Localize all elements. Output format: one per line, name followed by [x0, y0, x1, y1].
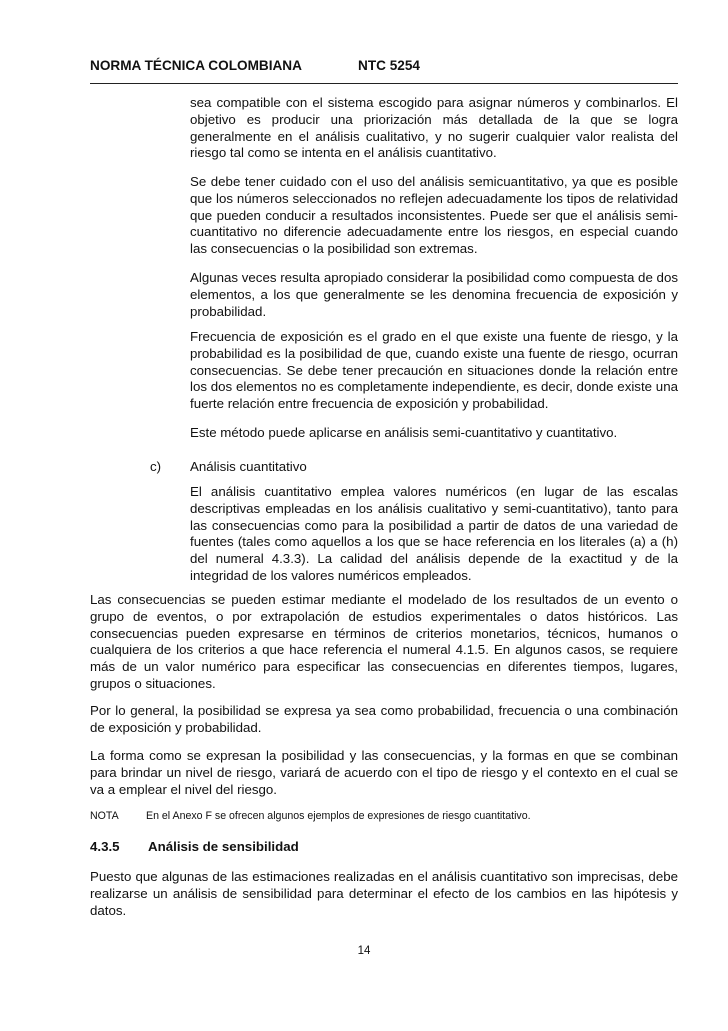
list-label-c: c): [150, 459, 162, 474]
paragraph-exposure-frequency: Frecuencia de exposición es el grado en el que existe una fuente de riesgo, y la probabilidad es la posibilidad de que, cuando existe una fuente de riesgo, ocurran consecuencias. Se debe tener precaución en situaciones donde la relación entre los dos elementos no es completamente independiente, es decir, donde existe una fuerte relación entre frecuencia de exposición y probabilidad.: [190, 329, 678, 412]
note-text: En el Anexo F se ofrecen algunos ejemplos de expresiones de riesgo cuantitativo.: [146, 810, 531, 822]
page-number: 14: [357, 945, 371, 957]
note: [90, 810, 678, 822]
paragraph-risk-level-combination: La forma como se expresan la posibilidad y las consecuencias, y la formas en que se combinan para brindar un nivel de riesgo, variará de acuerdo con el tipo de riesgo y el contexto en el cual se va a emplear el nivel del riesgo.: [90, 748, 678, 797]
paragraph-sensitivity-analysis: Puesto que algunas de las estimaciones realizadas en el análisis cuantitativo son imprecisas, debe realizarse un análisis de sensibilidad para determinar el efecto de los cambios en las hipótesis y datos.: [90, 869, 678, 918]
header-divider: [90, 83, 678, 84]
paragraph-method-applicability: Este método puede aplicarse en análisis semi-cuantitativo y cuantitativo.: [190, 425, 618, 440]
header-title: NORMA TÉCNICA COLOMBIANA: [90, 58, 302, 73]
paragraph-quantitative-analysis: El análisis cuantitativo emplea valores numéricos (en lugar de las escalas descriptivas empleadas en los análisis cualitativo y semi-cuantitativo), tanto para las consecuencias como para la posibilidad a partir de datos de una variedad de fuentes (tales como aquellos a los que se hace referencia en los literales (a) a (h) del numeral 4.3.3). La calidad del análisis depende de la exactitud y de la integridad de los valores numéricos empleados.: [190, 484, 678, 583]
list-item-title-quantitative: Análisis cuantitativo: [190, 459, 307, 474]
header-standard-code: NTC 5254: [358, 58, 420, 73]
paragraph-semiquantitative-caution: Se debe tener cuidado con el uso del análisis semicuantitativo, ya que es posible que los números seleccionados no reflejen adecuadamente los tipos de relatividad que pueden conducir a resultados inconsistentes. Puede ser que el análisis semi-cuantitativo no diferencie adecuadamente entre los riesgos, en especial cuando las consecuencias o la posibilidad son extremas.: [190, 174, 678, 257]
paragraph-possibility-elements: Algunas veces resulta apropiado considerar la posibilidad como compuesta de dos elementos, a los que generalmente se les denomina frecuencia de exposición y probabilidad.: [190, 270, 678, 319]
section-heading: [90, 839, 299, 854]
paragraph-possibility-expression: Por lo general, la posibilidad se expresa ya sea como probabilidad, frecuencia o una combinación de exposición y probabilidad.: [90, 703, 678, 735]
paragraph-semiquantitative-purpose: sea compatible con el sistema escogido para asignar números y combinarlos. El objetivo es producir una priorización más detallada de la que se logra generalmente en el análisis cualitativo, y no sugerir cualquier valor realista del riesgo tal como se intenta en el análisis cuantitativo.: [190, 95, 678, 161]
section-title: Análisis de sensibilidad: [148, 839, 299, 854]
paragraph-consequences-estimation: Las consecuencias se pueden estimar mediante el modelado de los resultados de un evento o grupo de eventos, o por extrapolación de estudios experimentales o datos históricos. Las consecuencias pueden expresarse en términos de criterios monetarios, técnicos, humanos o cualquiera de los criterios a que hace referencia el numeral 4.1.5. En algunos casos, se requiere más de un valor numérico para especificar las consecuencias en diferentes tiempos, lugares, grupos o situaciones.: [90, 592, 678, 691]
page-header: [90, 58, 678, 73]
note-tag: NOTA: [90, 810, 119, 822]
section-number: 4.3.5: [90, 839, 120, 854]
